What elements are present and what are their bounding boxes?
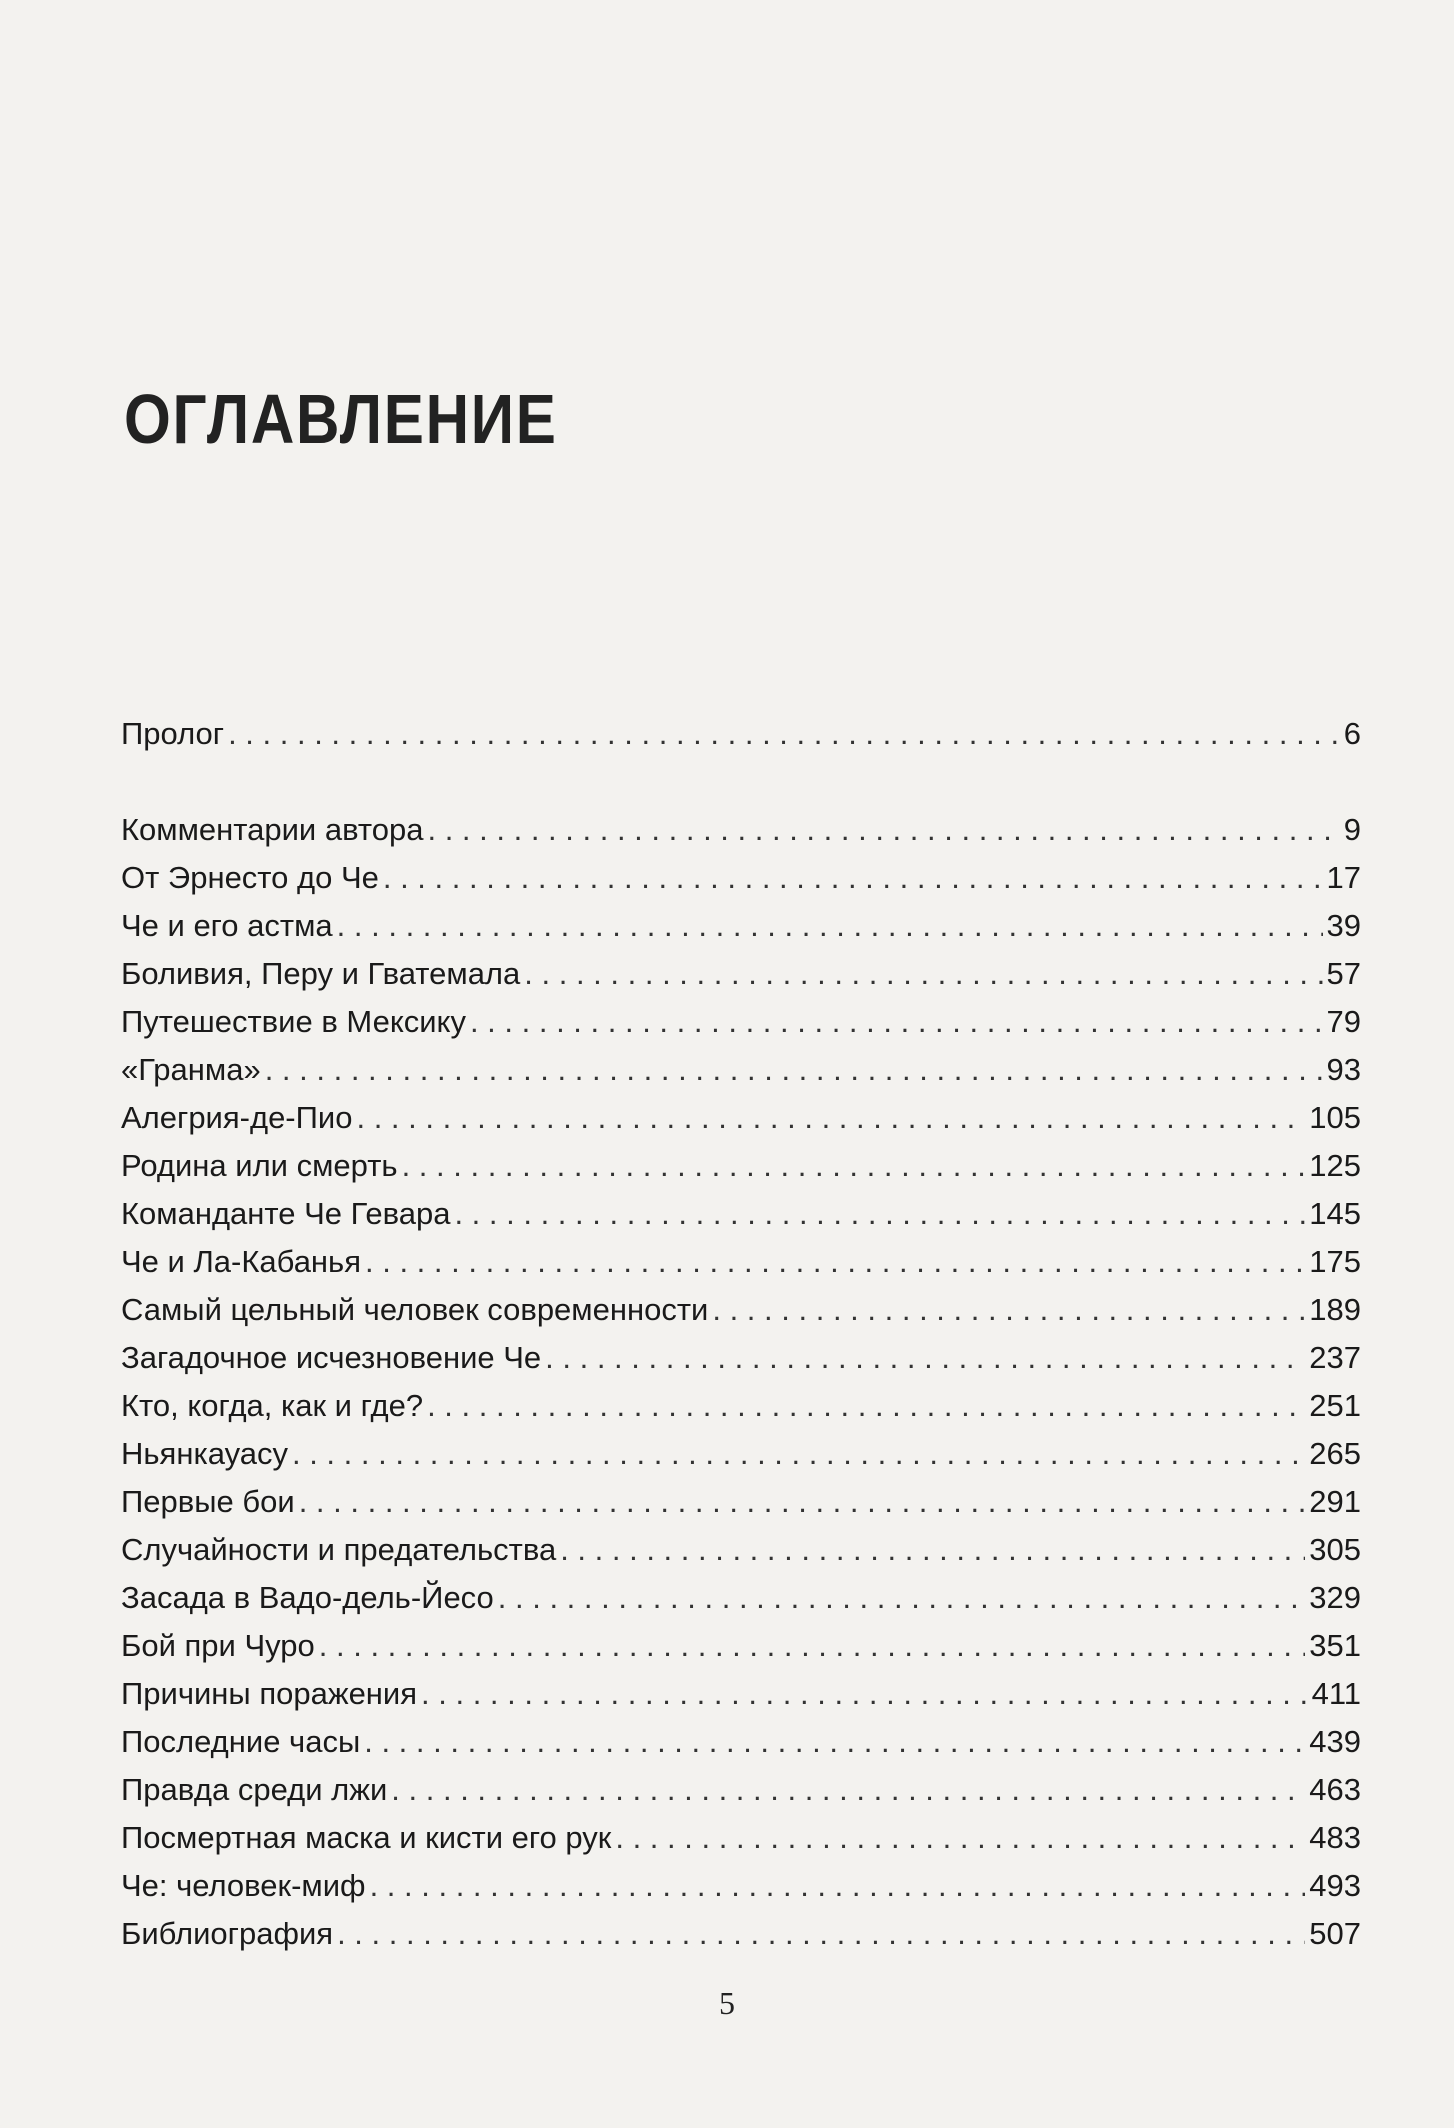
toc-dot-leader: [615, 1814, 1305, 1862]
toc-entry-title: Пролог: [121, 716, 225, 751]
toc-entry-page: 145: [1309, 1196, 1361, 1231]
toc-entry-title: Загадочное исчезновение Че: [121, 1340, 542, 1375]
toc-entry-title: Правда среди лжи: [121, 1772, 388, 1807]
toc-entry-page: 17: [1326, 860, 1361, 895]
toc-entry-title: Случайности и предательства: [121, 1532, 557, 1567]
toc-entry: [121, 1910, 1361, 1958]
toc-dot-leader: [560, 1526, 1305, 1574]
toc-entry: [121, 710, 1361, 758]
toc-entry-title: Засада в Вадо-дель-Йесо: [121, 1580, 494, 1615]
toc-entry-title: Последние часы: [121, 1724, 361, 1759]
toc-entry-page: 125: [1309, 1148, 1361, 1183]
toc-entry: [121, 1238, 1361, 1286]
toc-entry-title: Алегрия-де-Пио: [121, 1100, 353, 1135]
toc-entry: [121, 1334, 1361, 1382]
toc-dot-leader: [265, 1046, 1323, 1094]
toc-entry: [121, 1478, 1361, 1526]
toc-entry-page: 251: [1309, 1388, 1361, 1423]
toc-entry: [121, 1814, 1361, 1862]
toc-entry-page: 6: [1343, 716, 1361, 751]
toc-dot-leader: [421, 1670, 1308, 1718]
toc-entry: [121, 1286, 1361, 1334]
toc-entry: [121, 902, 1361, 950]
page-number: 5: [719, 1985, 735, 2021]
toc-entry: [121, 1574, 1361, 1622]
toc-dot-leader: [498, 1574, 1305, 1622]
toc-entry-page: 265: [1309, 1436, 1361, 1471]
toc-entry-title: Кто, когда, как и где?: [121, 1388, 424, 1423]
toc-dot-leader: [524, 950, 1322, 998]
toc-entry: [121, 950, 1361, 998]
toc-dot-leader: [364, 1718, 1305, 1766]
toc-entry-page: 57: [1326, 956, 1361, 991]
toc-entry-title: Боливия, Перу и Гватемала: [121, 956, 521, 991]
toc-entry-title: Причины поражения: [121, 1676, 418, 1711]
toc-entry-page: 329: [1309, 1580, 1361, 1615]
toc-dot-leader: [337, 1910, 1305, 1958]
toc-entry-title: Че и Ла-Кабанья: [121, 1244, 361, 1279]
toc-entry-title: Родина или смерть: [121, 1148, 398, 1183]
toc-entry-title: Че и его астма: [121, 908, 333, 943]
page-title: ОГЛАВЛЕНИЕ: [124, 380, 558, 458]
toc-entry-page: 9: [1343, 812, 1361, 847]
toc-entry-page: 291: [1309, 1484, 1361, 1519]
toc-dot-leader: [337, 902, 1323, 950]
toc-dot-leader: [712, 1286, 1305, 1334]
toc-entry: [121, 1430, 1361, 1478]
toc-entry-page: 175: [1309, 1244, 1361, 1279]
toc-entry: [121, 1046, 1361, 1094]
toc-entry-title: Че: человек-миф: [121, 1868, 366, 1903]
toc-entry: [121, 1094, 1361, 1142]
toc-entry-page: 493: [1309, 1868, 1361, 1903]
toc-dot-leader: [470, 998, 1323, 1046]
toc-entry-title: Путешествие в Мексику: [121, 1004, 466, 1039]
toc-entry: [121, 1190, 1361, 1238]
toc-entry: [121, 1526, 1361, 1574]
toc-dot-leader: [402, 1142, 1306, 1190]
toc-entry-page: 93: [1326, 1052, 1361, 1087]
toc-entry-title: Ньянкауасу: [121, 1436, 288, 1471]
toc-dot-leader: [299, 1478, 1306, 1526]
toc-entry-title: Команданте Че Гевара: [121, 1196, 451, 1231]
toc-entry-title: «Гранма»: [121, 1052, 261, 1087]
toc-entry: [121, 1862, 1361, 1910]
table-of-contents: [121, 710, 1361, 1958]
toc-entry: [121, 854, 1361, 902]
toc-dot-leader: [427, 1382, 1305, 1430]
toc-entry: [121, 806, 1361, 854]
toc-entry-title: От Эрнесто до Че: [121, 860, 379, 895]
toc-entry-title: Комментарии автора: [121, 812, 424, 847]
toc-dot-leader: [383, 854, 1323, 902]
toc-entry-title: Посмертная маска и кисти его рук: [121, 1820, 612, 1855]
toc-entry-title: Самый цельный человек современности: [121, 1292, 709, 1327]
toc-entry-page: 507: [1309, 1916, 1361, 1951]
toc-dot-leader: [427, 806, 1339, 854]
toc-entry: [121, 1670, 1361, 1718]
toc-entry-title: Первые бои: [121, 1484, 295, 1519]
toc-entry: [121, 1382, 1361, 1430]
toc-dot-leader: [370, 1862, 1306, 1910]
toc-entry-title: Бой при Чуро: [121, 1628, 315, 1663]
toc-entry-page: 439: [1309, 1724, 1361, 1759]
toc-entry-page: 411: [1311, 1676, 1361, 1711]
toc-entry-page: 39: [1326, 908, 1361, 943]
toc-dot-leader: [365, 1238, 1305, 1286]
toc-entry-page: 305: [1309, 1532, 1361, 1567]
toc-entry-page: 105: [1309, 1100, 1361, 1135]
toc-dot-leader: [292, 1430, 1305, 1478]
toc-entry-page: 189: [1309, 1292, 1361, 1327]
toc-entry-page: 79: [1326, 1004, 1361, 1039]
toc-dot-leader: [454, 1190, 1305, 1238]
toc-dot-leader: [228, 710, 1340, 758]
toc-dot-leader: [356, 1094, 1305, 1142]
toc-entry: [121, 1622, 1361, 1670]
toc-entry: [121, 1718, 1361, 1766]
toc-entry-title: Библиография: [121, 1916, 334, 1951]
toc-entry: [121, 1142, 1361, 1190]
toc-entry-page: 463: [1309, 1772, 1361, 1807]
toc-entry-page: 483: [1309, 1820, 1361, 1855]
toc-dot-leader: [319, 1622, 1306, 1670]
toc-dot-leader: [545, 1334, 1305, 1382]
toc-entry-page: 351: [1309, 1628, 1361, 1663]
toc-entry: [121, 998, 1361, 1046]
toc-dot-leader: [391, 1766, 1305, 1814]
toc-entry: [121, 1766, 1361, 1814]
toc-entry-page: 237: [1309, 1340, 1361, 1375]
